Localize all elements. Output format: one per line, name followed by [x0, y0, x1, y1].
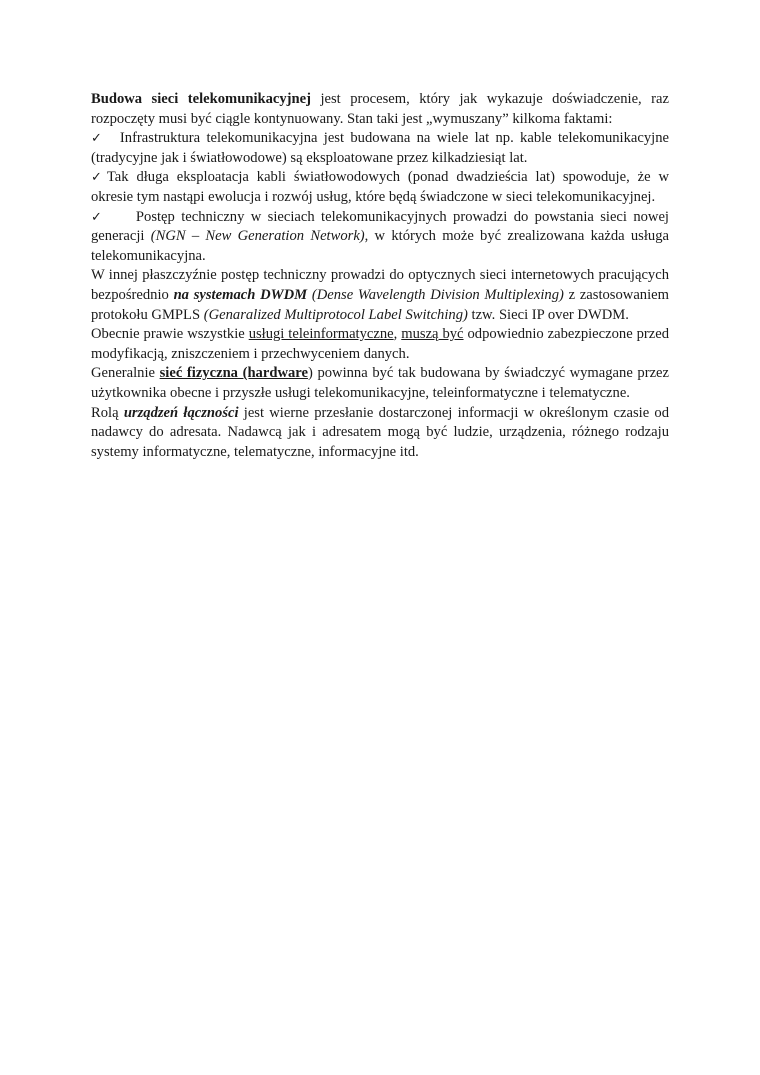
paragraph-text: jest wierne przesłanie dostarczonej informacji w określonym czasie od nadawcy do adresata. Nadawcą jak i adresatem mogą być ludzie, urządzenia, różnego rodzaju systemy informatyczne, telematyczne, informacyjne itd. [91, 404, 670, 460]
paragraph-security [91, 325, 669, 364]
paragraph-text: tzw. Sieci IP over DWDM. [467, 306, 629, 323]
paragraph-optical-networks [91, 266, 669, 325]
intro-text: jest procesem, który jak wykazuje doświadczenie, raz rozpoczęty musi być ciągle kontynuowany. Stan taki jest „wymuszany” kilkoma faktami: [91, 91, 669, 127]
bullet-text: Postęp techniczny w sieciach telekomunikacyjnych prowadzi do powstania sieci nowej generacji [91, 208, 669, 245]
dwdm-bold-italic: na systemach DWDM [173, 286, 308, 303]
bullet-text: Tak długa eksploatacja kabli światłowodowych (ponad dwadzieścia lat) spowoduje, że w okresie tym nastąpi ewolucja i rozwój usług, które będą świadczone w sieci telekomunikacyjnej. [91, 169, 669, 205]
bullet-text: Infrastruktura telekomunikacyjna jest budowana na wiele lat np. kable telekomunikacyjne (tradycyjne jak i światłowodowe) są eksploatowane przez kilkadziesiąt lat. [91, 130, 669, 166]
underlined-text: usługi teleinformatyczne [248, 326, 394, 343]
bullet-text: , w których może być zrealizowana każda usługa telekomunikacyjna. [91, 228, 669, 264]
dwdm-italic-text: (Dense Wavelength Division Multiplexing) [311, 286, 564, 303]
underlined-text: muszą być [401, 326, 464, 343]
ngn-italic-text: (NGN – New Generation Network) [150, 228, 365, 245]
heading-bold-text: Budowa sieci telekomunikacyjnej [91, 91, 311, 107]
paragraph-hardware [91, 364, 669, 403]
bullet-technical-progress [91, 208, 669, 267]
paragraph-text: odpowiednio zabezpieczone przed modyfikacją, zniszczeniem i przechwyceniem danych. [91, 326, 670, 362]
document-page [91, 90, 669, 462]
paragraph-text: W innej płaszczyźnie postęp techniczny prowadzi do optycznych sieci internetowych pracujących bezpośrednio [91, 267, 669, 303]
gmpls-italic-text: (Genaralized Multiprotocol Label Switching) [203, 306, 468, 323]
devices-bold-italic: urządzeń łączności [123, 404, 239, 421]
checkmark-icon: ✓ [91, 170, 102, 186]
paragraph-text: , [393, 326, 402, 343]
checkmark-icon: ✓ [91, 209, 102, 225]
paragraph-text: Obecnie prawie wszystkie [91, 326, 249, 343]
bullet-infrastructure [91, 129, 669, 168]
hardware-bold-underline: sieć fizyczna (hardware [159, 365, 308, 382]
bullet-fiber-exploitation [91, 168, 669, 207]
paragraph-communication-devices [91, 404, 669, 463]
paragraph-intro [91, 90, 669, 129]
checkmark-icon: ✓ [91, 131, 102, 147]
paragraph-text: z zastosowaniem protokołu GMPLS [91, 286, 669, 323]
paragraph-text: Generalnie [91, 365, 160, 382]
paragraph-text: ) powinna być tak budowana by świadczyć wymagane przez użytkownika obecne i przyszłe usługi telekomunikacyjne, teleinformatyczne i telematyczne. [91, 365, 670, 401]
paragraph-text: Rolą [91, 404, 124, 421]
